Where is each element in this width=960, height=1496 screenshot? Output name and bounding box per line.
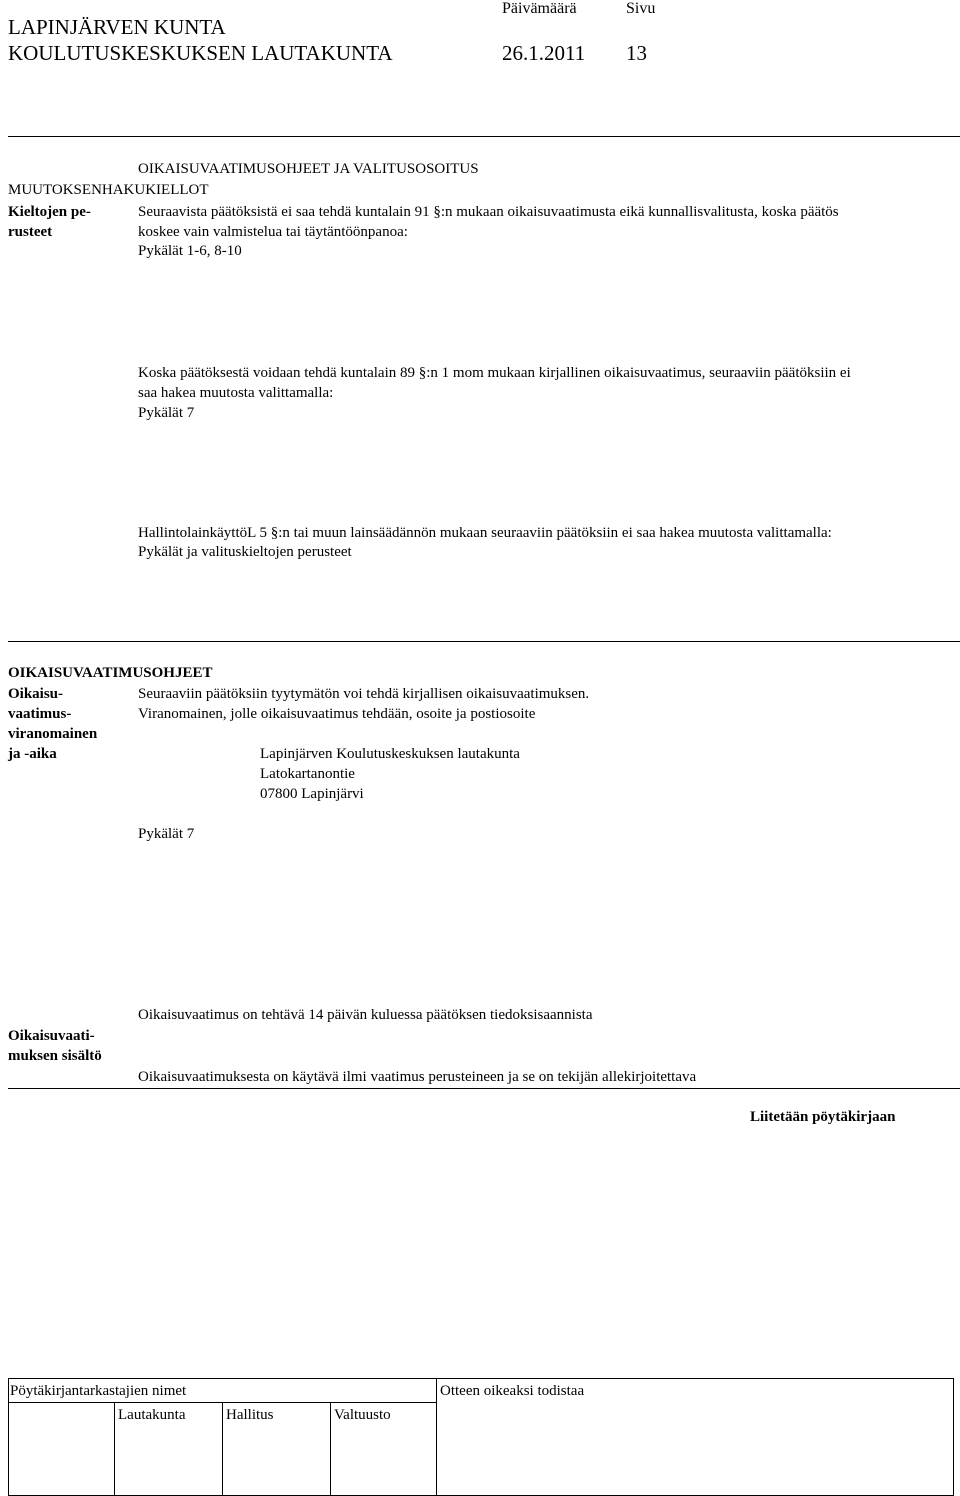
signature-column-divider <box>330 1402 331 1496</box>
date-value: 26.1.2011 <box>502 41 586 65</box>
organization-name: LAPINJÄRVEN KUNTA <box>8 15 226 39</box>
signature-column-label: Valtuusto <box>334 1407 391 1423</box>
section-subtitle: MUUTOKSENHAKUKIELLOT <box>8 182 209 198</box>
side-label-line: viranomainen <box>8 726 98 742</box>
authority-street: Latokartanontie <box>260 766 355 782</box>
paragraph-line: Oikaisuvaatimuksesta on käytävä ilmi vaatimus perusteineen ja se on tekijän allekirjoitettava <box>138 1069 697 1085</box>
side-label-line: ja -aika <box>8 746 57 762</box>
paragraph-line: saa hakea muutosta valittamalla: <box>138 385 334 401</box>
authority-postal: 07800 Lapinjärvi <box>260 786 364 802</box>
section-title: OIKAISUVAATIMUSOHJEET <box>8 665 213 681</box>
paragraph-line: koskee vain valmistelua tai täytäntöönpanoa: <box>138 224 408 240</box>
date-label: Päivämäärä <box>502 0 577 17</box>
signature-column-divider <box>114 1402 115 1496</box>
paragraph-line: Viranomainen, jolle oikaisuvaatimus tehdään, osoite ja postiosoite <box>138 706 536 722</box>
paragraph-line: Pykälät ja valituskieltojen perusteet <box>138 544 352 560</box>
side-label-line: Kieltojen pe- <box>8 204 91 220</box>
attachment-note: Liitetään pöytäkirjaan <box>750 1109 896 1125</box>
checkers-label: Pöytäkirjantarkastajien nimet <box>10 1383 187 1399</box>
paragraph-line: HallintolainkäyttöL 5 §:n tai muun lainsäädännön mukaan seuraaviin päätöksiin ei saa hakea muutosta valittamalla: <box>138 525 832 541</box>
copy-certified-label: Otteen oikeaksi todistaa <box>440 1383 585 1399</box>
side-label-line: rusteet <box>8 224 53 240</box>
paragraph-line: Pykälät 7 <box>138 405 195 421</box>
board-name: KOULUTUSKESKUKSEN LAUTAKUNTA <box>8 41 393 65</box>
paragraph-line: Koska päätöksestä voidaan tehdä kuntalain 89 §:n 1 mom mukaan kirjallinen oikaisuvaatimus, seuraaviin päätöksiin ei <box>138 365 851 381</box>
header-divider <box>8 136 960 137</box>
page-label: Sivu <box>626 0 656 17</box>
signature-column-divider <box>222 1402 223 1496</box>
section-divider <box>8 1088 960 1089</box>
section-title: OIKAISUVAATIMUSOHJEET JA VALITUSOSOITUS <box>138 161 479 177</box>
side-label-line: muksen sisältö <box>8 1048 102 1064</box>
signature-column-label: Lautakunta <box>118 1407 186 1423</box>
signature-column-label: Hallitus <box>226 1407 274 1423</box>
paragraph-line: Oikaisuvaatimus on tehtävä 14 päivän kuluessa päätöksen tiedoksisaannista <box>138 1007 593 1023</box>
side-label-line: Oikaisu- <box>8 686 64 702</box>
paragraph-line: Pykälät 1-6, 8-10 <box>138 243 242 259</box>
side-label-line: vaatimus- <box>8 706 72 722</box>
signature-box-divider <box>436 1378 437 1496</box>
page-number: 13 <box>626 41 647 65</box>
side-label-line: Oikaisuvaati- <box>8 1028 95 1044</box>
authority-name: Lapinjärven Koulutuskeskuksen lautakunta <box>260 746 520 762</box>
paragraph-line: Seuraavista päätöksistä ei saa tehdä kuntalain 91 §:n mukaan oikaisuvaatimusta eikä kunnallisvalitusta, koska päätös <box>138 204 839 220</box>
section-divider <box>8 641 960 642</box>
paragraph-line: Pykälät 7 <box>138 826 195 842</box>
paragraph-line: Seuraaviin päätöksiin tyytymätön voi tehdä kirjallisen oikaisuvaatimuksen. <box>138 686 590 702</box>
